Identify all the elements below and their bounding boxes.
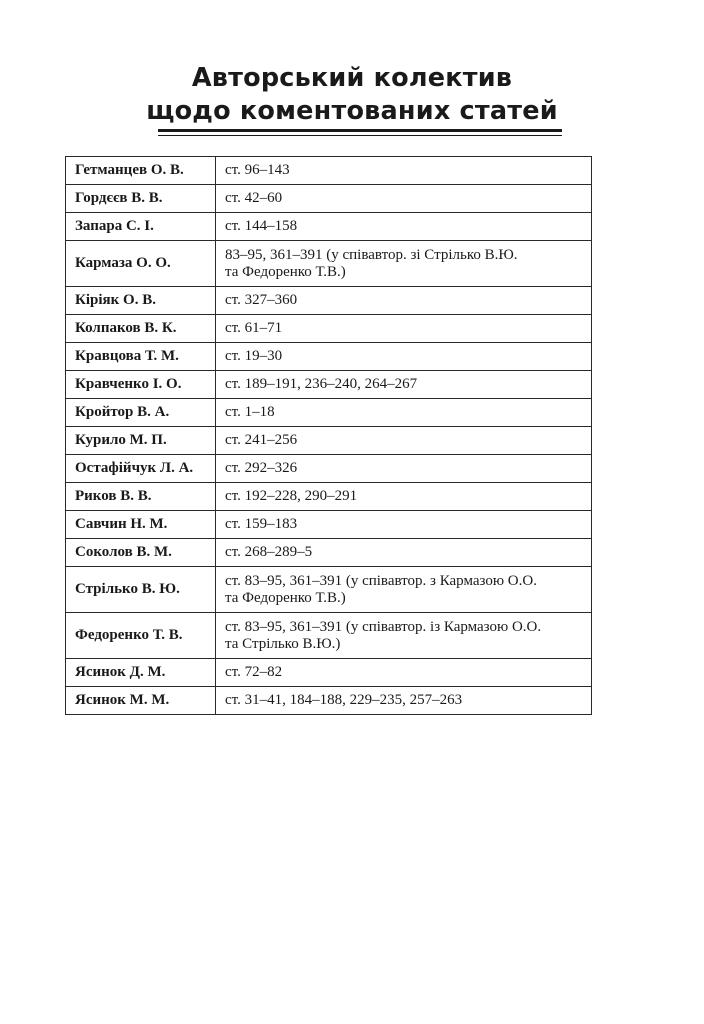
author-name: Риков В. В. (66, 483, 216, 511)
title-underline-thin (158, 135, 562, 136)
author-pages: ст. 241–256 (216, 427, 592, 455)
author-name: Федоренко Т. В. (66, 613, 216, 659)
author-pages-line: 83–95, 361–391 (у співавтор. зі Стрілько В.Ю. (225, 246, 518, 263)
author-pages: ст. 61–71 (216, 315, 592, 343)
author-pages: ст. 72–82 (216, 659, 592, 687)
table-row (66, 455, 592, 483)
authors-table (65, 156, 592, 715)
author-name: Кройтор В. А. (66, 399, 216, 427)
table-row (66, 399, 592, 427)
table-row (66, 483, 592, 511)
author-name: Ясинок М. М. (66, 687, 216, 715)
author-pages: ст. 144–158 (216, 213, 592, 241)
table-row (66, 157, 592, 185)
table-row (66, 613, 592, 659)
author-pages: ст. 42–60 (216, 185, 592, 213)
table-row (66, 567, 592, 613)
author-name: Соколов В. М. (66, 539, 216, 567)
author-name: Остафійчук Л. А. (66, 455, 216, 483)
table-row (66, 539, 592, 567)
author-pages: ст. 327–360 (216, 287, 592, 315)
author-pages: ст. 292–326 (216, 455, 592, 483)
author-name: Кравцова Т. М. (66, 343, 216, 371)
author-pages: ст. 268–289–5 (216, 539, 592, 567)
author-pages-line: та Федоренко Т.В.) (225, 263, 346, 280)
author-pages: ст. 31–41, 184–188, 229–235, 257–263 (216, 687, 592, 715)
table-row (66, 213, 592, 241)
table-row (66, 343, 592, 371)
table-row (66, 315, 592, 343)
author-name: Колпаков В. К. (66, 315, 216, 343)
table-row (66, 185, 592, 213)
author-pages-line: ст. 83–95, 361–391 (у співавтор. із Кармазою О.О. (225, 618, 542, 635)
author-pages: ст. 189–191, 236–240, 264–267 (216, 371, 592, 399)
title-underline-thick (158, 129, 562, 132)
author-name: Кравченко І. О. (66, 371, 216, 399)
page-title (0, 62, 704, 128)
author-pages-line: та Федоренко Т.В.) (225, 589, 346, 606)
table-row (66, 687, 592, 715)
table-row (66, 371, 592, 399)
author-pages (216, 613, 592, 659)
author-pages-line: та Стрілько В.Ю.) (225, 635, 341, 652)
author-name: Стрілько В. Ю. (66, 567, 216, 613)
table-row (66, 659, 592, 687)
author-pages: ст. 96–143 (216, 157, 592, 185)
author-name: Кармаза О. О. (66, 241, 216, 287)
author-pages: ст. 159–183 (216, 511, 592, 539)
table-row (66, 427, 592, 455)
table-row (66, 287, 592, 315)
author-pages (216, 241, 592, 287)
table-row (66, 241, 592, 287)
table-row (66, 511, 592, 539)
author-pages (216, 567, 592, 613)
title-line-1: Авторський колектив (191, 63, 513, 93)
author-name: Курило М. П. (66, 427, 216, 455)
author-name: Запара С. І. (66, 213, 216, 241)
author-pages: ст. 19–30 (216, 343, 592, 371)
author-name: Кіріяк О. В. (66, 287, 216, 315)
author-name: Ясинок Д. М. (66, 659, 216, 687)
author-name: Гетманцев О. В. (66, 157, 216, 185)
author-pages: ст. 1–18 (216, 399, 592, 427)
author-name: Гордєєв В. В. (66, 185, 216, 213)
title-line-2: щодо коментованих статей (146, 96, 558, 126)
author-pages: ст. 192–228, 290–291 (216, 483, 592, 511)
author-pages-line: ст. 83–95, 361–391 (у співавтор. з Кармазою О.О. (225, 572, 537, 589)
author-name: Савчин Н. М. (66, 511, 216, 539)
